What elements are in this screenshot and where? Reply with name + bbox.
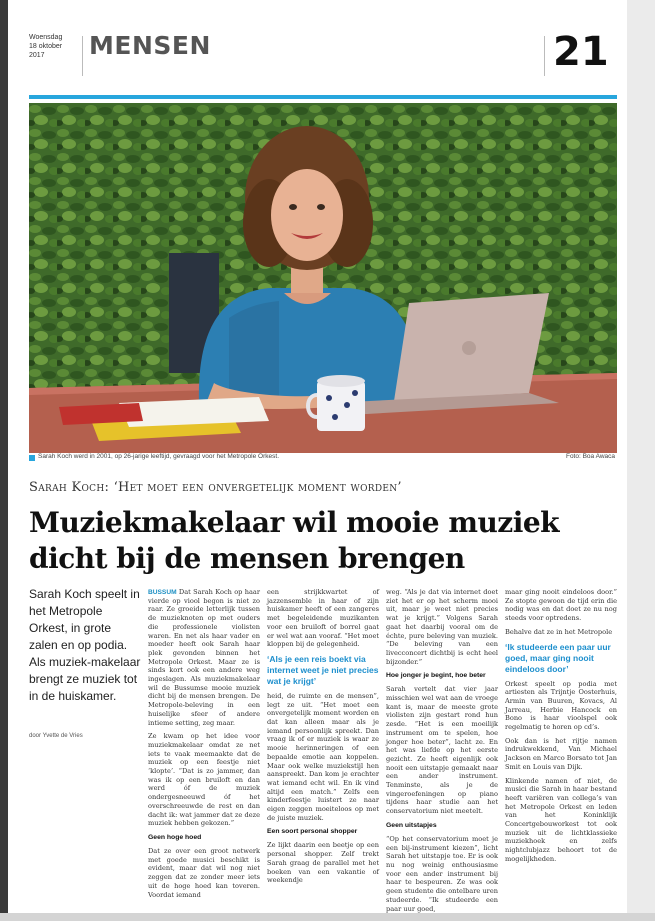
pull-quote: ‘Ik studeerde een paar uur goed, maar ging nooit eindeloos door’ xyxy=(505,641,611,674)
paragraph: Ook dan is het rijtje namen indrukwekkend, Van Michael Jackson en Marco Borsato tot Jan Smit en Louis van Dijk. xyxy=(505,736,617,771)
paragraph: weg. “Als je dat via internet doet ziet het er op het scherm mooi uit, maar je weet niet precies wat je krijgt.” Volgens Sarah gaat het daarbij vooral om de échte, pure beleving van muziek. “De beleving van een livecconcert dichtbij is echt heel bijzonder.” xyxy=(386,588,498,666)
paragraph: Klinkende namen of niet, de musici die Sarah in haar bestand heeft variëren van collega’s van het Metropole Orkest en leden van het Koninklijk Concertgebouworkest tot ook muziek uit de lichtklassieke muziekhoek en zelfs nightclubjazz behoort tot de mogelijkheden. xyxy=(505,776,617,863)
paragraph-text: Dat Sarah Koch op haar vierde op viool begon is niet zo raar. Ze groeide letterlijk tussen de muzieknoten op met ouders die professionele violisten waren. En net als haar vader en moeder heeft ook Sarah haar plek gevonden binnen het Metropole Orkest. Maar ze is sinds kort ook een andere weg ingeslagen. Als muziekmakelaar wil de Bussumse mooie muziek dicht bij de mensen brengen. De Metropole-beleving in een huiselijke sfeer of andere intieme setting, zeg maar. xyxy=(148,588,260,727)
article-intro: Sarah Koch speelt in het Metropole Orkest, in grote zalen en op podia. Als muziek-makelaar brengt ze muziek tot in de huiskamer. xyxy=(29,587,141,703)
issue-day-month: 18 oktober xyxy=(29,43,63,50)
subheading: Een soort personal shopper xyxy=(267,828,358,836)
article-column-1 xyxy=(148,588,260,904)
article-column-4 xyxy=(505,588,617,869)
article-byline: door Yvette de Vries xyxy=(29,733,83,739)
article-photo xyxy=(29,103,617,453)
article-column-2 xyxy=(267,588,379,890)
subheading: Geen hoge hoed xyxy=(148,833,202,841)
article-kicker: Sarah Koch: ‘Het moet een onvergetelijk moment worden’ xyxy=(29,480,402,495)
article-column-3 xyxy=(386,588,498,918)
paragraph: Sarah vertelt dat vier jaar misschien wel wat aan de vroege kant is, maar de meeste grote violisten zijn gestart rond hun zesde. “Het is een moeilijk instrument om te spelen, hoe jonger hoe beter”, lacht ze. En het was liefde op het eerste gezicht. Ze heeft eigenlijk ook nooit een uitstapje gemaakt naar een ander instrument. Tenminste, als je de vingeroefeningen op piano tijdens haar studie aan het conservatorium niet meetelt. xyxy=(386,685,498,816)
window-edge-left xyxy=(0,0,8,921)
pull-quote: ‘Als je een reis boekt via internet weet je niet precies wat je krijgt’ xyxy=(267,653,379,686)
issue-day: Woensdag xyxy=(29,34,63,41)
window-edge-right xyxy=(627,0,655,921)
paragraph: Dat ze over een groot netwerk met goede musici beschikt is evident, maar dat wil nog niet zeggen dat ze zonder meer iets uit de hoge hoed kan toveren. Voordat iemand xyxy=(148,846,260,899)
section-title: MENSEN xyxy=(89,31,211,60)
subheading: Hoe jonger je begint, hoe beter xyxy=(386,672,486,680)
paragraph: heid, de ruimte en de mensen”, legt ze uit. “Het moet een onvergetelijk moment worden en dat kan alleen maar als je iemand persoonlijk spreekt. Dan vraag ik of er muziek is waar ze mooie herinneringen of een bepaalde emotie aan koppelen. Maar ook welke muziekstijl hen aanspreekt. Dan kom je erachter wat iemand echt wil. En ik vind altijd een match.” Zelfs een kinderfeestje luistert ze naar eigen zeggen moeiteloos op met de juiste muziek. xyxy=(267,691,379,822)
paragraph xyxy=(148,588,260,727)
photo-credit: Foto: Boa Awaca xyxy=(565,453,615,460)
paragraph: Orkest speelt op podia met artiesten als Trijntje Oosterhuis, Armin van Buuren, Kovacs, Al Jarreau, Herbie Hancock en Bono is haar vioolspel ook regelmatig te horen op cd’s. xyxy=(505,679,617,732)
paragraph: “Op het conservatorium moet je een bij-instrument kiezen”, licht Sarah het uitstapje toe. Er is ook nu nog weinig enthousiasme voor een ander instrument bij haar te bespeuren. Ze was ook geen studente die ontelbare uren studeerde. “Ik studeerde een paar uur goed, xyxy=(386,834,498,913)
photo-illustration xyxy=(29,103,617,453)
paragraph: Behalve dat ze in het Metropole xyxy=(505,627,613,636)
paragraph: Ze lijkt daarin een beetje op een personal shopper. Zelf trekt Sarah graag de parallel met het boeken van een vakantie of weekendje xyxy=(267,841,379,885)
window-edge-bottom xyxy=(0,913,655,921)
caption-marker xyxy=(29,455,35,461)
header-divider-right xyxy=(544,36,545,76)
issue-year: 2017 xyxy=(29,52,45,59)
dateline: BUSSUM xyxy=(148,589,177,596)
issue-date xyxy=(29,33,62,60)
article-headline: Muziekmakelaar wil mooie muziek dicht bij de mensen brengen xyxy=(29,506,560,575)
subheading: Geen uitstapjes xyxy=(386,821,437,829)
header-divider xyxy=(82,36,83,76)
accent-bar xyxy=(29,95,617,99)
photo-caption: Sarah Koch werd in 2001, op 26-jarige leeftijd, gevraagd voor het Metropole Orkest. xyxy=(38,453,279,460)
page-number: 21 xyxy=(553,29,609,75)
paragraph: maar ging nooit eindeloos door.” Ze stopte gewoon de tijd erin die nodig was en dat doet ze nu nog steeds voor optredens. xyxy=(505,588,617,623)
paragraph: een strijkkwartet of jazzensemble in haar of zijn huiskamer heeft of een zangeres met begeleidende muzikanten voor een bruiloft of borrel gaat er wel wat aan vooraf. “Het moet kloppen bij de gelegenheid. xyxy=(267,588,379,649)
paragraph: Ze kwam op het idee voor muziekmakelaar omdat ze net iets te vaak meemaakte dat de muziek op een feestje niet ‘klopte’. “Dat is zo jammer, dan was ik op een bruiloft en dan werd óf de muziek ondergesneeuwd óf het overschreeuwde de rest en dan dacht ik: wat jammer dat ze deze muziek hebben gekozen.” xyxy=(148,732,260,828)
